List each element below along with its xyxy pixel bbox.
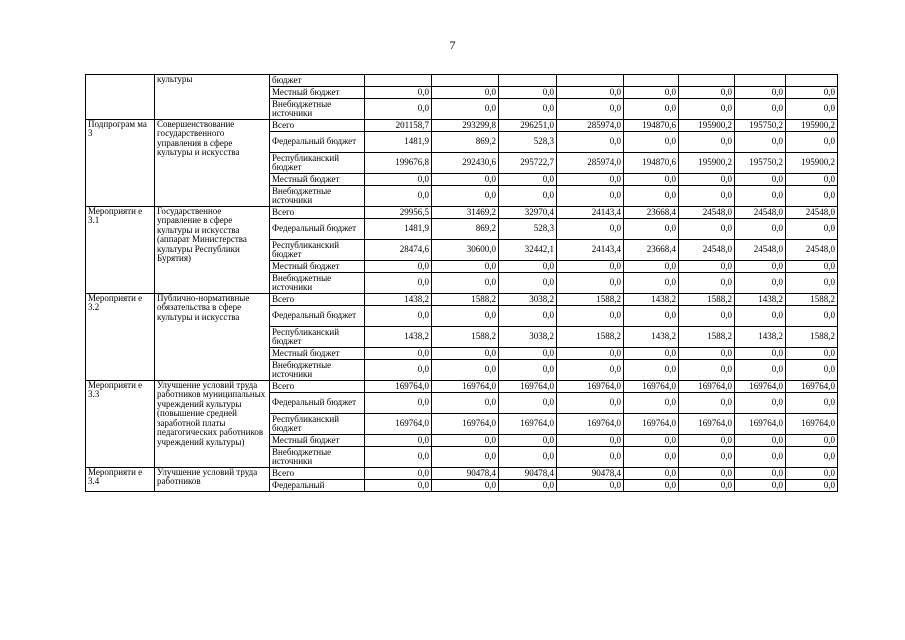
amount-cell: 0,0 bbox=[365, 360, 432, 381]
amount-cell: 0,0 bbox=[557, 186, 624, 207]
amount-cell: 0,0 bbox=[557, 261, 624, 273]
amount-cell: 1438,2 bbox=[365, 294, 432, 306]
amount-cell: 0,0 bbox=[624, 480, 679, 492]
amount-cell: 0,0 bbox=[432, 261, 499, 273]
amount-cell: 0,0 bbox=[432, 360, 499, 381]
funding-source-cell: Внебюджетные источники bbox=[270, 99, 365, 120]
table-row bbox=[86, 294, 838, 306]
amount-cell: 169764,0 bbox=[679, 414, 735, 435]
amount-cell: 0,0 bbox=[624, 186, 679, 207]
amount-cell: 0,0 bbox=[432, 99, 499, 120]
amount-cell: 1588,2 bbox=[432, 327, 499, 348]
amount-cell: 0,0 bbox=[624, 435, 679, 447]
amount-cell: 195900,2 bbox=[786, 120, 838, 132]
amount-cell bbox=[624, 75, 679, 87]
amount-cell: 169764,0 bbox=[735, 414, 786, 435]
table-row bbox=[86, 75, 838, 87]
measure-code-cell: Мероприяти е 3.3 bbox=[86, 381, 155, 468]
amount-cell: 0,0 bbox=[365, 468, 432, 480]
amount-cell: 23668,4 bbox=[624, 207, 679, 219]
measure-code-cell: Мероприяти е 3.2 bbox=[86, 294, 155, 381]
measure-title-cell: Государственное управление в сфере культуры и искусства (аппарат Министерства культуры Республики Бурятия) bbox=[155, 207, 270, 294]
funding-source-cell: Местный бюджет bbox=[270, 348, 365, 360]
amount-cell: 0,0 bbox=[786, 99, 838, 120]
funding-source-cell: Федеральный бюджет bbox=[270, 306, 365, 327]
page-number: 7 bbox=[449, 38, 456, 52]
amount-cell: 0,0 bbox=[786, 87, 838, 99]
amount-cell: 0,0 bbox=[679, 480, 735, 492]
amount-cell: 0,0 bbox=[365, 447, 432, 468]
amount-cell: 528,3 bbox=[499, 219, 557, 240]
amount-cell: 0,0 bbox=[679, 348, 735, 360]
amount-cell: 0,0 bbox=[499, 348, 557, 360]
amount-cell: 0,0 bbox=[557, 447, 624, 468]
amount-cell: 169764,0 bbox=[365, 414, 432, 435]
amount-cell: 0,0 bbox=[499, 99, 557, 120]
amount-cell: 32970,4 bbox=[499, 207, 557, 219]
amount-cell: 296251,0 bbox=[499, 120, 557, 132]
measure-code-cell: Мероприяти е 3.4 bbox=[86, 468, 155, 492]
amount-cell: 0,0 bbox=[624, 99, 679, 120]
amount-cell: 0,0 bbox=[499, 87, 557, 99]
amount-cell: 0,0 bbox=[557, 219, 624, 240]
table-row bbox=[86, 468, 838, 480]
funding-source-cell: Всего bbox=[270, 120, 365, 132]
measure-title-cell: Улучшение условий труда работников муниципальных учреждений культуры (повышение средней заработной платы педагогических работников учреждений культуры) bbox=[155, 381, 270, 468]
amount-cell: 0,0 bbox=[735, 435, 786, 447]
amount-cell: 0,0 bbox=[786, 261, 838, 273]
amount-cell: 0,0 bbox=[499, 360, 557, 381]
measure-code-cell bbox=[86, 75, 155, 120]
amount-cell: 528,3 bbox=[499, 132, 557, 153]
amount-cell: 0,0 bbox=[786, 186, 838, 207]
amount-cell: 0,0 bbox=[735, 261, 786, 273]
funding-source-cell: Республиканский бюджет bbox=[270, 153, 365, 174]
funding-source-cell: Местный бюджет bbox=[270, 435, 365, 447]
amount-cell: 0,0 bbox=[735, 348, 786, 360]
amount-cell: 3038,2 bbox=[499, 294, 557, 306]
amount-cell: 0,0 bbox=[557, 435, 624, 447]
amount-cell: 169764,0 bbox=[679, 381, 735, 393]
amount-cell: 24143,4 bbox=[557, 240, 624, 261]
measure-title-cell: культуры bbox=[155, 75, 270, 120]
amount-cell: 0,0 bbox=[557, 393, 624, 414]
amount-cell: 0,0 bbox=[679, 447, 735, 468]
amount-cell: 24548,0 bbox=[679, 240, 735, 261]
amount-cell: 0,0 bbox=[432, 306, 499, 327]
amount-cell: 201158,7 bbox=[365, 120, 432, 132]
funding-source-cell: Внебюджетные источники bbox=[270, 447, 365, 468]
amount-cell: 0,0 bbox=[365, 99, 432, 120]
amount-cell: 0,0 bbox=[679, 87, 735, 99]
amount-cell: 0,0 bbox=[735, 186, 786, 207]
amount-cell bbox=[735, 75, 786, 87]
amount-cell: 0,0 bbox=[499, 261, 557, 273]
amount-cell: 0,0 bbox=[786, 360, 838, 381]
amount-cell: 0,0 bbox=[679, 174, 735, 186]
amount-cell: 0,0 bbox=[499, 447, 557, 468]
amount-cell: 0,0 bbox=[557, 174, 624, 186]
amount-cell: 0,0 bbox=[557, 360, 624, 381]
amount-cell: 0,0 bbox=[624, 132, 679, 153]
funding-source-cell: Внебюджетные источники bbox=[270, 360, 365, 381]
amount-cell: 169764,0 bbox=[735, 381, 786, 393]
amount-cell: 0,0 bbox=[679, 435, 735, 447]
amount-cell: 23668,4 bbox=[624, 240, 679, 261]
amount-cell: 0,0 bbox=[679, 360, 735, 381]
amount-cell bbox=[786, 75, 838, 87]
amount-cell: 0,0 bbox=[735, 468, 786, 480]
amount-cell: 285974,0 bbox=[557, 153, 624, 174]
amount-cell: 0,0 bbox=[365, 261, 432, 273]
funding-source-cell: Республиканский бюджет bbox=[270, 240, 365, 261]
amount-cell: 0,0 bbox=[499, 306, 557, 327]
amount-cell: 0,0 bbox=[786, 348, 838, 360]
amount-cell: 0,0 bbox=[786, 393, 838, 414]
amount-cell: 1438,2 bbox=[735, 294, 786, 306]
amount-cell: 24143,4 bbox=[557, 207, 624, 219]
amount-cell: 199676,8 bbox=[365, 153, 432, 174]
amount-cell: 1588,2 bbox=[786, 294, 838, 306]
amount-cell: 0,0 bbox=[432, 186, 499, 207]
amount-cell: 0,0 bbox=[499, 480, 557, 492]
amount-cell: 194870,6 bbox=[624, 153, 679, 174]
amount-cell: 0,0 bbox=[786, 219, 838, 240]
amount-cell: 0,0 bbox=[624, 273, 679, 294]
measure-title-cell: Совершенствование государственного управления в сфере культуры и искусства bbox=[155, 120, 270, 207]
amount-cell: 194870,6 bbox=[624, 120, 679, 132]
amount-cell: 1438,2 bbox=[735, 327, 786, 348]
amount-cell: 0,0 bbox=[557, 306, 624, 327]
amount-cell: 292430,6 bbox=[432, 153, 499, 174]
amount-cell: 195750,2 bbox=[735, 153, 786, 174]
amount-cell: 0,0 bbox=[735, 273, 786, 294]
amount-cell: 0,0 bbox=[679, 219, 735, 240]
amount-cell: 0,0 bbox=[432, 87, 499, 99]
amount-cell: 869,2 bbox=[432, 132, 499, 153]
amount-cell: 0,0 bbox=[365, 87, 432, 99]
funding-source-cell: Всего bbox=[270, 294, 365, 306]
amount-cell: 169764,0 bbox=[786, 414, 838, 435]
amount-cell: 0,0 bbox=[365, 306, 432, 327]
amount-cell: 0,0 bbox=[365, 435, 432, 447]
amount-cell: 24548,0 bbox=[786, 240, 838, 261]
amount-cell: 169764,0 bbox=[432, 414, 499, 435]
amount-cell: 0,0 bbox=[499, 273, 557, 294]
amount-cell: 1588,2 bbox=[786, 327, 838, 348]
amount-cell: 0,0 bbox=[679, 261, 735, 273]
amount-cell bbox=[432, 75, 499, 87]
amount-cell: 1588,2 bbox=[557, 294, 624, 306]
funding-source-cell: Федеральный бюджет bbox=[270, 132, 365, 153]
amount-cell: 0,0 bbox=[679, 273, 735, 294]
funding-source-cell: Федеральный бюджет bbox=[270, 219, 365, 240]
amount-cell: 0,0 bbox=[679, 132, 735, 153]
amount-cell: 0,0 bbox=[499, 186, 557, 207]
amount-cell: 1588,2 bbox=[557, 327, 624, 348]
amount-cell: 1438,2 bbox=[624, 327, 679, 348]
amount-cell: 0,0 bbox=[624, 348, 679, 360]
amount-cell: 169764,0 bbox=[557, 414, 624, 435]
amount-cell: 1438,2 bbox=[624, 294, 679, 306]
funding-source-cell: бюджет bbox=[270, 75, 365, 87]
measure-title-cell: Публично-нормативные обязательства в сфере культуры и искусства bbox=[155, 294, 270, 381]
funding-source-cell: Местный бюджет bbox=[270, 261, 365, 273]
amount-cell: 0,0 bbox=[679, 99, 735, 120]
amount-cell: 0,0 bbox=[624, 468, 679, 480]
amount-cell: 169764,0 bbox=[499, 414, 557, 435]
funding-source-cell: Республиканский бюджет bbox=[270, 327, 365, 348]
amount-cell: 0,0 bbox=[557, 87, 624, 99]
amount-cell: 0,0 bbox=[735, 219, 786, 240]
amount-cell: 195750,2 bbox=[735, 120, 786, 132]
amount-cell: 0,0 bbox=[786, 435, 838, 447]
amount-cell: 0,0 bbox=[679, 468, 735, 480]
amount-cell: 169764,0 bbox=[786, 381, 838, 393]
amount-cell: 0,0 bbox=[735, 306, 786, 327]
amount-cell: 0,0 bbox=[432, 174, 499, 186]
amount-cell: 90478,4 bbox=[557, 468, 624, 480]
amount-cell: 0,0 bbox=[735, 480, 786, 492]
amount-cell: 30600,0 bbox=[432, 240, 499, 261]
measure-code-cell: Мероприяти е 3.1 bbox=[86, 207, 155, 294]
amount-cell: 90478,4 bbox=[432, 468, 499, 480]
amount-cell: 1438,2 bbox=[365, 327, 432, 348]
measure-code-cell: Подпрограм ма 3 bbox=[86, 120, 155, 207]
funding-source-cell: Федеральный бюджет bbox=[270, 393, 365, 414]
amount-cell: 0,0 bbox=[557, 99, 624, 120]
amount-cell: 0,0 bbox=[735, 360, 786, 381]
amount-cell: 24548,0 bbox=[735, 207, 786, 219]
amount-cell: 24548,0 bbox=[735, 240, 786, 261]
amount-cell: 0,0 bbox=[786, 273, 838, 294]
amount-cell: 195900,2 bbox=[679, 120, 735, 132]
amount-cell bbox=[557, 75, 624, 87]
amount-cell: 28474,6 bbox=[365, 240, 432, 261]
measure-title-cell: Улучшение условий труда работников bbox=[155, 468, 270, 492]
amount-cell: 0,0 bbox=[432, 393, 499, 414]
funding-source-cell: Республиканский бюджет bbox=[270, 414, 365, 435]
amount-cell: 0,0 bbox=[365, 348, 432, 360]
amount-cell: 0,0 bbox=[735, 393, 786, 414]
amount-cell: 169764,0 bbox=[557, 381, 624, 393]
table-row bbox=[86, 120, 838, 132]
amount-cell: 3038,2 bbox=[499, 327, 557, 348]
amount-cell: 0,0 bbox=[624, 174, 679, 186]
amount-cell: 169764,0 bbox=[365, 381, 432, 393]
amount-cell: 0,0 bbox=[557, 132, 624, 153]
amount-cell: 0,0 bbox=[624, 219, 679, 240]
funding-source-cell: Местный бюджет bbox=[270, 87, 365, 99]
amount-cell: 24548,0 bbox=[679, 207, 735, 219]
amount-cell: 0,0 bbox=[735, 447, 786, 468]
amount-cell: 169764,0 bbox=[624, 414, 679, 435]
amount-cell: 0,0 bbox=[624, 261, 679, 273]
funding-source-cell: Внебюджетные источники bbox=[270, 186, 365, 207]
amount-cell: 285974,0 bbox=[557, 120, 624, 132]
amount-cell: 169764,0 bbox=[624, 381, 679, 393]
amount-cell: 0,0 bbox=[365, 393, 432, 414]
amount-cell: 0,0 bbox=[735, 132, 786, 153]
amount-cell: 0,0 bbox=[624, 447, 679, 468]
amount-cell: 0,0 bbox=[624, 393, 679, 414]
amount-cell: 0,0 bbox=[679, 393, 735, 414]
amount-cell: 90478,4 bbox=[499, 468, 557, 480]
amount-cell: 169764,0 bbox=[432, 381, 499, 393]
amount-cell: 0,0 bbox=[786, 306, 838, 327]
funding-source-cell: Федеральный bbox=[270, 480, 365, 492]
amount-cell: 0,0 bbox=[786, 480, 838, 492]
amount-cell bbox=[365, 75, 432, 87]
amount-cell: 0,0 bbox=[735, 174, 786, 186]
amount-cell: 0,0 bbox=[679, 186, 735, 207]
amount-cell: 195900,2 bbox=[786, 153, 838, 174]
budget-table bbox=[85, 74, 838, 492]
amount-cell: 0,0 bbox=[365, 174, 432, 186]
amount-cell: 0,0 bbox=[735, 87, 786, 99]
funding-source-cell: Внебюджетные источники bbox=[270, 273, 365, 294]
table-row bbox=[86, 207, 838, 219]
amount-cell: 0,0 bbox=[365, 273, 432, 294]
amount-cell: 0,0 bbox=[557, 480, 624, 492]
amount-cell: 0,0 bbox=[432, 480, 499, 492]
amount-cell: 0,0 bbox=[624, 306, 679, 327]
amount-cell: 0,0 bbox=[624, 360, 679, 381]
amount-cell: 0,0 bbox=[679, 306, 735, 327]
amount-cell: 1481,9 bbox=[365, 132, 432, 153]
amount-cell: 0,0 bbox=[735, 99, 786, 120]
amount-cell: 0,0 bbox=[624, 87, 679, 99]
amount-cell: 0,0 bbox=[432, 273, 499, 294]
amount-cell: 1588,2 bbox=[679, 327, 735, 348]
funding-source-cell: Всего bbox=[270, 468, 365, 480]
amount-cell: 295722,7 bbox=[499, 153, 557, 174]
amount-cell: 169764,0 bbox=[499, 381, 557, 393]
amount-cell: 195900,2 bbox=[679, 153, 735, 174]
amount-cell: 0,0 bbox=[432, 435, 499, 447]
amount-cell: 0,0 bbox=[499, 393, 557, 414]
amount-cell: 0,0 bbox=[786, 468, 838, 480]
amount-cell: 1588,2 bbox=[679, 294, 735, 306]
amount-cell bbox=[499, 75, 557, 87]
amount-cell: 29956,5 bbox=[365, 207, 432, 219]
funding-source-cell: Всего bbox=[270, 207, 365, 219]
amount-cell: 0,0 bbox=[786, 132, 838, 153]
amount-cell: 0,0 bbox=[786, 447, 838, 468]
amount-cell: 0,0 bbox=[365, 186, 432, 207]
amount-cell: 0,0 bbox=[499, 435, 557, 447]
table-row bbox=[86, 381, 838, 393]
amount-cell: 24548,0 bbox=[786, 207, 838, 219]
amount-cell: 1481,9 bbox=[365, 219, 432, 240]
amount-cell: 0,0 bbox=[365, 480, 432, 492]
funding-source-cell: Всего bbox=[270, 381, 365, 393]
amount-cell: 0,0 bbox=[557, 348, 624, 360]
amount-cell: 293299,8 bbox=[432, 120, 499, 132]
amount-cell: 0,0 bbox=[499, 174, 557, 186]
amount-cell: 32442,1 bbox=[499, 240, 557, 261]
funding-source-cell: Местный бюджет bbox=[270, 174, 365, 186]
amount-cell: 0,0 bbox=[557, 273, 624, 294]
amount-cell: 869,2 bbox=[432, 219, 499, 240]
amount-cell bbox=[679, 75, 735, 87]
amount-cell: 0,0 bbox=[432, 447, 499, 468]
amount-cell: 0,0 bbox=[786, 174, 838, 186]
amount-cell: 1588,2 bbox=[432, 294, 499, 306]
amount-cell: 0,0 bbox=[432, 348, 499, 360]
amount-cell: 31469,2 bbox=[432, 207, 499, 219]
